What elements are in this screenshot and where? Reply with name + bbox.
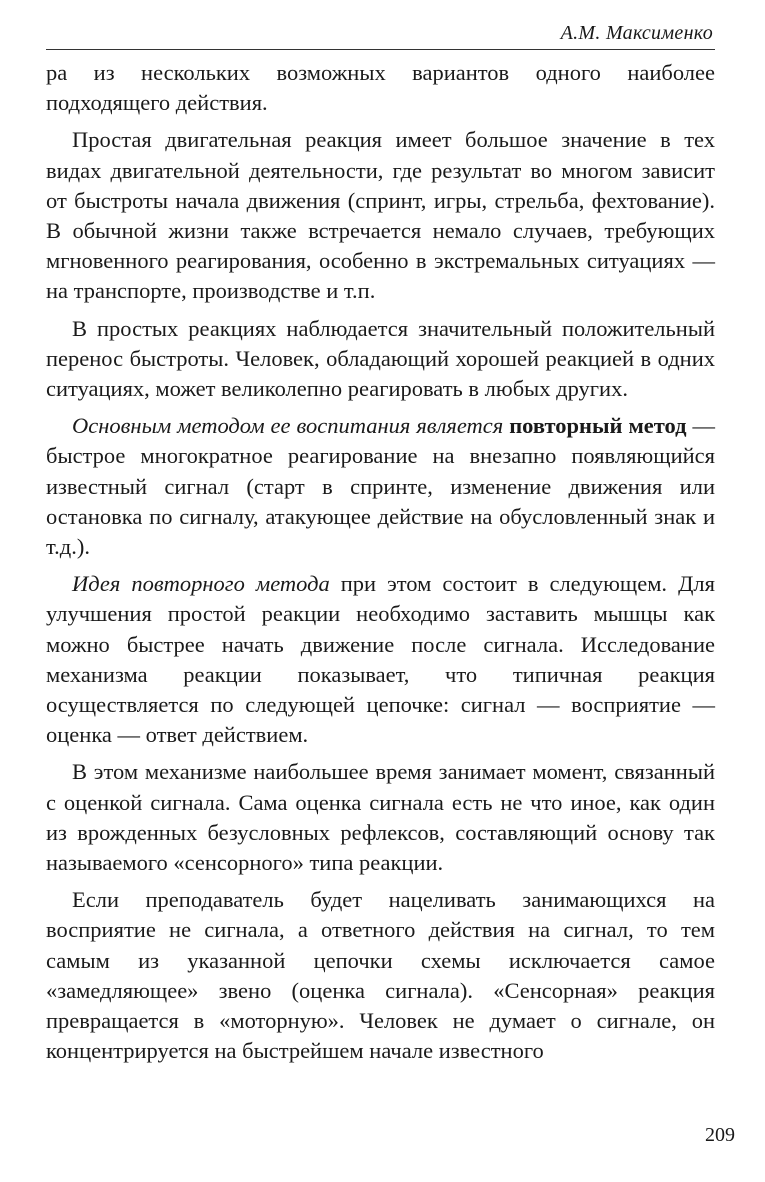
main-method-text: — быстрое многократное реагирование на внезапно появляющийся известный сигнал (старт в спринте, изменение движения или остановка по сигналу, атакующее действие на обусловленный знак и т.д.). (46, 413, 716, 560)
paragraph-method-idea (46, 569, 715, 750)
paragraph-teacher: Если преподаватель будет нацеливать занимающихся на восприятие не сигнала, а ответного действия на сигнал, то тем самым из указанной цепочки схемы исключается самое «замедляющее» звено (оценка сигнала). «Сенсорная» реакция превращается в «моторную». Человек не думает о сигнале, он концентрируется на быстрейшем начале известного (46, 887, 715, 1064)
paragraph-mechanism: В этом механизме наибольшее время занимает момент, связанный с оценкой сигнала. Сама оценка сигнала есть не что иное, как один из врожденных безусловных рефлексов, составляющий основу так называемого «сенсорного» типа реакции. (46, 759, 715, 876)
paragraph-continuation: ра из нескольких возможных вариантов одного наиболее подходящего действия. (46, 60, 715, 116)
method-idea-italic: Идея повторного метода (72, 571, 330, 597)
main-method-italic: Основным методом ее воспитания является (72, 413, 504, 439)
paragraph-simple-reaction: Простая двигательная реакция имеет большое значение в тех видах двигательной деятельности, где результат во многом зависит от быстроты начала движения (спринт, игры, стрельба, фехтование). В обычной жизни также встречается немало случаев, требующих мгновенного реагирования, особенно в экстремальных ситуациях — на транспорте, производстве и т.п. (46, 127, 715, 304)
method-idea-text: при этом состоит в следующем. Для улучшения простой реакции необходимо заставить мышцы как можно быстрее начать движение после сигнала. Исследование механизма реакции показывает, что типичная реакция осуществляется по следующей цепочке: сигнал — восприятие — оценка — ответ действием. (46, 571, 715, 748)
running-head: А.М. Максименко (560, 22, 713, 44)
paragraph-positive-transfer: В простых реакциях наблюдается значительный положительный перенос быстроты. Человек, обладающий хорошей реакцией в одних ситуациях, может великолепно реагировать в любых других. (46, 315, 715, 402)
main-method-bold: повторный метод (509, 413, 687, 439)
page-body (46, 58, 715, 1074)
header-rule (46, 49, 715, 50)
paragraph-main-method (46, 411, 715, 562)
page-number: 209 (705, 1124, 735, 1146)
